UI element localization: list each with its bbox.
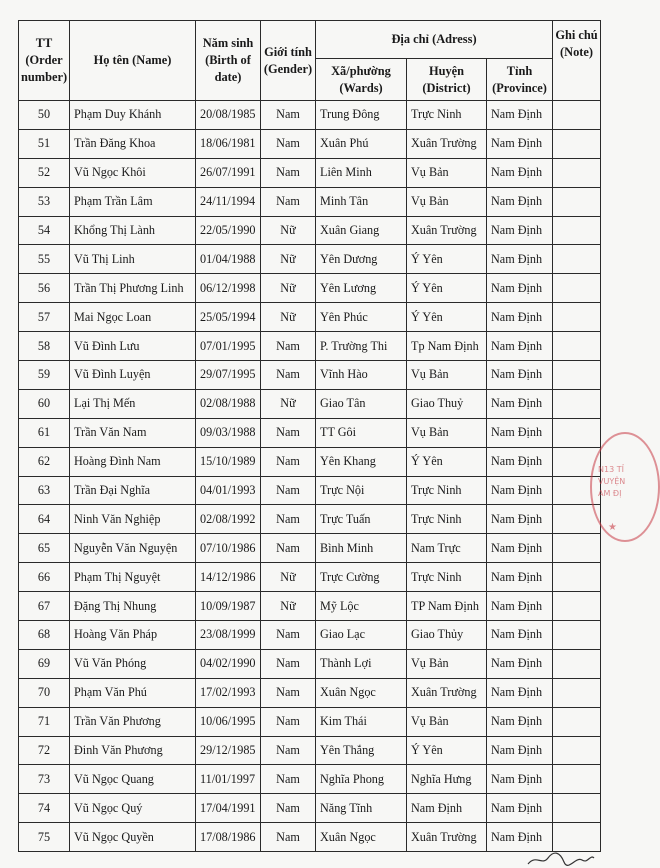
- ward-cell: Xuân Ngọc: [316, 823, 407, 852]
- header-note-line1: Ghi chú: [555, 28, 598, 42]
- gender-cell: Nam: [261, 361, 316, 390]
- province-cell: Nam Định: [487, 534, 553, 563]
- gender-cell: Nam: [261, 418, 316, 447]
- table-row: [19, 245, 601, 274]
- table-row: [19, 736, 601, 765]
- district-cell: Vụ Bản: [407, 707, 487, 736]
- gender-cell: Nam: [261, 678, 316, 707]
- order-cell: 65: [19, 534, 70, 563]
- name-cell: Trần Thị Phương Linh: [70, 274, 196, 303]
- table-row: [19, 274, 601, 303]
- name-cell: Hoàng Văn Pháp: [70, 621, 196, 650]
- order-cell: 56: [19, 274, 70, 303]
- table-row: [19, 361, 601, 390]
- gender-cell: Nữ: [261, 245, 316, 274]
- ward-cell: Liên Minh: [316, 158, 407, 187]
- ward-cell: Kim Thái: [316, 707, 407, 736]
- name-cell: Phạm Thị Nguyệt: [70, 563, 196, 592]
- name-cell: Vũ Thị Linh: [70, 245, 196, 274]
- header-gender-line1: Giới tính: [264, 44, 312, 59]
- name-cell: Đinh Văn Phương: [70, 736, 196, 765]
- birth-date-cell: 26/07/1991: [196, 158, 261, 187]
- name-cell: Phạm Duy Khánh: [70, 101, 196, 130]
- header-order-line2: (Order: [25, 53, 63, 67]
- table-row: [19, 765, 601, 794]
- gender-cell: Nam: [261, 101, 316, 130]
- district-cell: Trực Ninh: [407, 101, 487, 130]
- district-cell: Vụ Bản: [407, 418, 487, 447]
- province-cell: Nam Định: [487, 245, 553, 274]
- header-birth-line2: (Birth of: [205, 53, 251, 67]
- district-cell: Vụ Bản: [407, 361, 487, 390]
- name-cell: Vũ Ngọc Quang: [70, 765, 196, 794]
- ward-cell: Yên Dương: [316, 245, 407, 274]
- gender-cell: Nữ: [261, 389, 316, 418]
- note-cell: [553, 361, 601, 390]
- order-cell: 62: [19, 447, 70, 476]
- district-cell: Giao Thuỷ: [407, 389, 487, 418]
- district-cell: Trực Ninh: [407, 563, 487, 592]
- note-cell: [553, 274, 601, 303]
- ward-cell: Yên Khang: [316, 447, 407, 476]
- order-cell: 69: [19, 649, 70, 678]
- birth-date-cell: 25/05/1994: [196, 303, 261, 332]
- gender-cell: Nam: [261, 129, 316, 158]
- gender-cell: Nam: [261, 534, 316, 563]
- birth-date-cell: 04/02/1990: [196, 649, 261, 678]
- gender-cell: Nữ: [261, 592, 316, 621]
- province-cell: Nam Định: [487, 418, 553, 447]
- ward-cell: Mỹ Lộc: [316, 592, 407, 621]
- order-cell: 58: [19, 332, 70, 361]
- table-row: [19, 216, 601, 245]
- birth-date-cell: 14/12/1986: [196, 563, 261, 592]
- table-row: [19, 332, 601, 361]
- header-district: [407, 59, 487, 101]
- name-cell: Phạm Văn Phú: [70, 678, 196, 707]
- order-cell: 70: [19, 678, 70, 707]
- name-cell: Vũ Văn Phóng: [70, 649, 196, 678]
- birth-date-cell: 18/06/1981: [196, 129, 261, 158]
- table-row: [19, 129, 601, 158]
- birth-date-cell: 29/07/1995: [196, 361, 261, 390]
- province-cell: Nam Định: [487, 158, 553, 187]
- name-cell: Mai Ngọc Loan: [70, 303, 196, 332]
- order-cell: 64: [19, 505, 70, 534]
- gender-cell: Nam: [261, 736, 316, 765]
- table-row: [19, 101, 601, 130]
- ward-cell: TT Gôi: [316, 418, 407, 447]
- gender-cell: Nam: [261, 765, 316, 794]
- table-row: [19, 447, 601, 476]
- district-cell: Ý Yên: [407, 447, 487, 476]
- note-cell: [553, 707, 601, 736]
- birth-date-cell: 01/04/1988: [196, 245, 261, 274]
- order-cell: 71: [19, 707, 70, 736]
- table-row: [19, 303, 601, 332]
- district-cell: Nghĩa Hưng: [407, 765, 487, 794]
- province-cell: Nam Định: [487, 274, 553, 303]
- order-cell: 68: [19, 621, 70, 650]
- note-cell: [553, 823, 601, 852]
- ward-cell: Trực Nội: [316, 476, 407, 505]
- header-note: [553, 21, 601, 101]
- order-cell: 55: [19, 245, 70, 274]
- header-order: [19, 21, 70, 101]
- district-cell: Xuân Trường: [407, 823, 487, 852]
- order-cell: 51: [19, 129, 70, 158]
- note-cell: [553, 389, 601, 418]
- birth-date-cell: 02/08/1988: [196, 389, 261, 418]
- birth-date-cell: 10/09/1987: [196, 592, 261, 621]
- table-header: [19, 21, 601, 101]
- district-cell: Ý Yên: [407, 274, 487, 303]
- province-cell: Nam Định: [487, 707, 553, 736]
- province-cell: Nam Định: [487, 765, 553, 794]
- stamp-line: VUYỆN: [598, 477, 626, 486]
- note-cell: [553, 563, 601, 592]
- table-row: [19, 505, 601, 534]
- province-cell: Nam Định: [487, 101, 553, 130]
- province-cell: Nam Định: [487, 621, 553, 650]
- red-seal-stamp: [590, 432, 660, 542]
- province-cell: Nam Định: [487, 129, 553, 158]
- table-row: [19, 592, 601, 621]
- order-cell: 60: [19, 389, 70, 418]
- district-cell: Nam Trực: [407, 534, 487, 563]
- note-cell: [553, 418, 601, 447]
- note-cell: [553, 303, 601, 332]
- header-wards-line2: (Wards): [339, 80, 383, 95]
- birth-date-cell: 02/08/1992: [196, 505, 261, 534]
- header-gender-line2: (Gender): [263, 61, 313, 76]
- stamp-star-icon: ★: [608, 522, 617, 533]
- province-cell: Nam Định: [487, 505, 553, 534]
- note-cell: [553, 187, 601, 216]
- note-cell: [553, 158, 601, 187]
- district-cell: Vụ Bản: [407, 158, 487, 187]
- order-cell: 52: [19, 158, 70, 187]
- header-province-line1: Tỉnh: [506, 63, 533, 78]
- province-cell: Nam Định: [487, 794, 553, 823]
- birth-date-cell: 09/03/1988: [196, 418, 261, 447]
- province-cell: Nam Định: [487, 216, 553, 245]
- province-cell: Nam Định: [487, 592, 553, 621]
- gender-cell: Nam: [261, 621, 316, 650]
- table-row: [19, 678, 601, 707]
- ward-cell: Yên Lương: [316, 274, 407, 303]
- order-cell: 59: [19, 361, 70, 390]
- birth-date-cell: 07/01/1995: [196, 332, 261, 361]
- district-cell: Xuân Trường: [407, 678, 487, 707]
- signature-scribble: [526, 850, 596, 868]
- note-cell: [553, 649, 601, 678]
- birth-date-cell: 17/02/1993: [196, 678, 261, 707]
- gender-cell: Nam: [261, 158, 316, 187]
- birth-date-cell: 07/10/1986: [196, 534, 261, 563]
- name-cell: Trần Đăng Khoa: [70, 129, 196, 158]
- gender-cell: Nam: [261, 649, 316, 678]
- note-cell: [553, 794, 601, 823]
- note-cell: [553, 332, 601, 361]
- header-birth-line1: Năm sinh: [202, 36, 254, 50]
- header-district-line2: (District): [422, 80, 471, 95]
- gender-cell: Nam: [261, 187, 316, 216]
- district-cell: Vụ Bản: [407, 187, 487, 216]
- name-cell: Vũ Ngọc Khôi: [70, 158, 196, 187]
- gender-cell: Nam: [261, 505, 316, 534]
- birth-date-cell: 10/06/1995: [196, 707, 261, 736]
- order-cell: 73: [19, 765, 70, 794]
- ward-cell: Bình Minh: [316, 534, 407, 563]
- header-province: [487, 59, 553, 101]
- ward-cell: Giao Lạc: [316, 621, 407, 650]
- gender-cell: Nam: [261, 707, 316, 736]
- header-province-line2: (Province): [492, 80, 547, 95]
- order-cell: 54: [19, 216, 70, 245]
- ward-cell: Thành Lợi: [316, 649, 407, 678]
- gender-cell: Nam: [261, 332, 316, 361]
- header-order-line3: number): [21, 70, 68, 84]
- birth-date-cell: 15/10/1989: [196, 447, 261, 476]
- ward-cell: Trung Đông: [316, 101, 407, 130]
- name-cell: Khổng Thị Lành: [70, 216, 196, 245]
- stamp-text: [598, 464, 625, 500]
- district-cell: TP Nam Định: [407, 592, 487, 621]
- name-cell: Trần Đại Nghĩa: [70, 476, 196, 505]
- table-row: [19, 563, 601, 592]
- gender-cell: Nữ: [261, 303, 316, 332]
- order-cell: 63: [19, 476, 70, 505]
- order-cell: 75: [19, 823, 70, 852]
- header-wards-line1: Xã/phường: [331, 63, 391, 78]
- table-row: [19, 187, 601, 216]
- table-row: [19, 534, 601, 563]
- province-cell: Nam Định: [487, 361, 553, 390]
- district-cell: Xuân Trường: [407, 129, 487, 158]
- ward-cell: Xuân Giang: [316, 216, 407, 245]
- header-name: Họ tên (Name): [70, 21, 196, 101]
- header-note-line2: (Note): [560, 45, 594, 59]
- name-cell: Phạm Trần Lâm: [70, 187, 196, 216]
- order-cell: 61: [19, 418, 70, 447]
- order-cell: 53: [19, 187, 70, 216]
- note-cell: [553, 216, 601, 245]
- ward-cell: Vĩnh Hào: [316, 361, 407, 390]
- birth-date-cell: 22/05/1990: [196, 216, 261, 245]
- header-order-line1: TT: [35, 36, 53, 50]
- ward-cell: Yên Phúc: [316, 303, 407, 332]
- name-cell: Trần Văn Phương: [70, 707, 196, 736]
- name-cell: Vũ Ngọc Quyền: [70, 823, 196, 852]
- name-cell: Nguyễn Văn Nguyện: [70, 534, 196, 563]
- note-cell: [553, 101, 601, 130]
- province-cell: Nam Định: [487, 476, 553, 505]
- gender-cell: Nam: [261, 823, 316, 852]
- birth-date-cell: 17/08/1986: [196, 823, 261, 852]
- ward-cell: Xuân Ngọc: [316, 678, 407, 707]
- table-row: [19, 649, 601, 678]
- ward-cell: P. Trường Thi: [316, 332, 407, 361]
- stamp-line: N13 TỈ: [598, 465, 624, 474]
- name-cell: Lại Thị Mến: [70, 389, 196, 418]
- district-cell: Trực Ninh: [407, 476, 487, 505]
- name-cell: Vũ Đình Luyện: [70, 361, 196, 390]
- table-row: [19, 389, 601, 418]
- note-cell: [553, 534, 601, 563]
- gender-cell: Nữ: [261, 274, 316, 303]
- district-cell: Ý Yên: [407, 303, 487, 332]
- table-row: [19, 621, 601, 650]
- district-cell: Ý Yên: [407, 736, 487, 765]
- district-cell: Giao Thủy: [407, 621, 487, 650]
- province-cell: Nam Định: [487, 678, 553, 707]
- stamp-line: AM ĐỊ: [598, 489, 622, 498]
- name-cell: Vũ Đình Lưu: [70, 332, 196, 361]
- province-cell: Nam Định: [487, 736, 553, 765]
- table-row: [19, 418, 601, 447]
- note-cell: [553, 678, 601, 707]
- order-cell: 74: [19, 794, 70, 823]
- ward-cell: Nghĩa Phong: [316, 765, 407, 794]
- district-cell: Vụ Bản: [407, 649, 487, 678]
- district-cell: Trực Ninh: [407, 505, 487, 534]
- birth-date-cell: 29/12/1985: [196, 736, 261, 765]
- table-row: [19, 794, 601, 823]
- ward-cell: Yên Thắng: [316, 736, 407, 765]
- ward-cell: Xuân Phú: [316, 129, 407, 158]
- province-cell: Nam Định: [487, 563, 553, 592]
- province-cell: Nam Định: [487, 332, 553, 361]
- district-cell: Tp Nam Định: [407, 332, 487, 361]
- province-cell: Nam Định: [487, 447, 553, 476]
- province-cell: Nam Định: [487, 823, 553, 852]
- birth-date-cell: 04/01/1993: [196, 476, 261, 505]
- roster-table: [18, 20, 601, 852]
- name-cell: Đặng Thị Nhung: [70, 592, 196, 621]
- header-wards: [316, 59, 407, 101]
- gender-cell: Nam: [261, 794, 316, 823]
- note-cell: [553, 129, 601, 158]
- gender-cell: Nữ: [261, 216, 316, 245]
- note-cell: [553, 736, 601, 765]
- province-cell: Nam Định: [487, 303, 553, 332]
- gender-cell: Nữ: [261, 563, 316, 592]
- header-district-line1: Huyện: [428, 63, 465, 78]
- order-cell: 57: [19, 303, 70, 332]
- birth-date-cell: 23/08/1999: [196, 621, 261, 650]
- birth-date-cell: 17/04/1991: [196, 794, 261, 823]
- gender-cell: Nam: [261, 447, 316, 476]
- birth-date-cell: 11/01/1997: [196, 765, 261, 794]
- name-cell: Vũ Ngọc Quý: [70, 794, 196, 823]
- birth-date-cell: 06/12/1998: [196, 274, 261, 303]
- name-cell: Hoàng Đình Nam: [70, 447, 196, 476]
- table-row: [19, 823, 601, 852]
- gender-cell: Nam: [261, 476, 316, 505]
- province-cell: Nam Định: [487, 649, 553, 678]
- order-cell: 72: [19, 736, 70, 765]
- table-row: [19, 476, 601, 505]
- note-cell: [553, 765, 601, 794]
- name-cell: Trần Văn Nam: [70, 418, 196, 447]
- order-cell: 67: [19, 592, 70, 621]
- header-birth-line3: date): [214, 70, 242, 84]
- ward-cell: Giao Tân: [316, 389, 407, 418]
- header-address: Địa chỉ (Adress): [316, 21, 553, 59]
- table-body: [19, 101, 601, 852]
- ward-cell: Minh Tân: [316, 187, 407, 216]
- ward-cell: Trực Cường: [316, 563, 407, 592]
- note-cell: [553, 621, 601, 650]
- header-birth: [196, 21, 261, 101]
- table-row: [19, 707, 601, 736]
- district-cell: Xuân Trường: [407, 216, 487, 245]
- note-cell: [553, 245, 601, 274]
- ward-cell: Trực Tuấn: [316, 505, 407, 534]
- district-cell: Ý Yên: [407, 245, 487, 274]
- table-row: [19, 158, 601, 187]
- province-cell: Nam Định: [487, 187, 553, 216]
- birth-date-cell: 24/11/1994: [196, 187, 261, 216]
- order-cell: 50: [19, 101, 70, 130]
- province-cell: Nam Định: [487, 389, 553, 418]
- header-gender: [261, 21, 316, 101]
- birth-date-cell: 20/08/1985: [196, 101, 261, 130]
- ward-cell: Năng Tĩnh: [316, 794, 407, 823]
- name-cell: Ninh Văn Nghiệp: [70, 505, 196, 534]
- order-cell: 66: [19, 563, 70, 592]
- district-cell: Nam Định: [407, 794, 487, 823]
- note-cell: [553, 592, 601, 621]
